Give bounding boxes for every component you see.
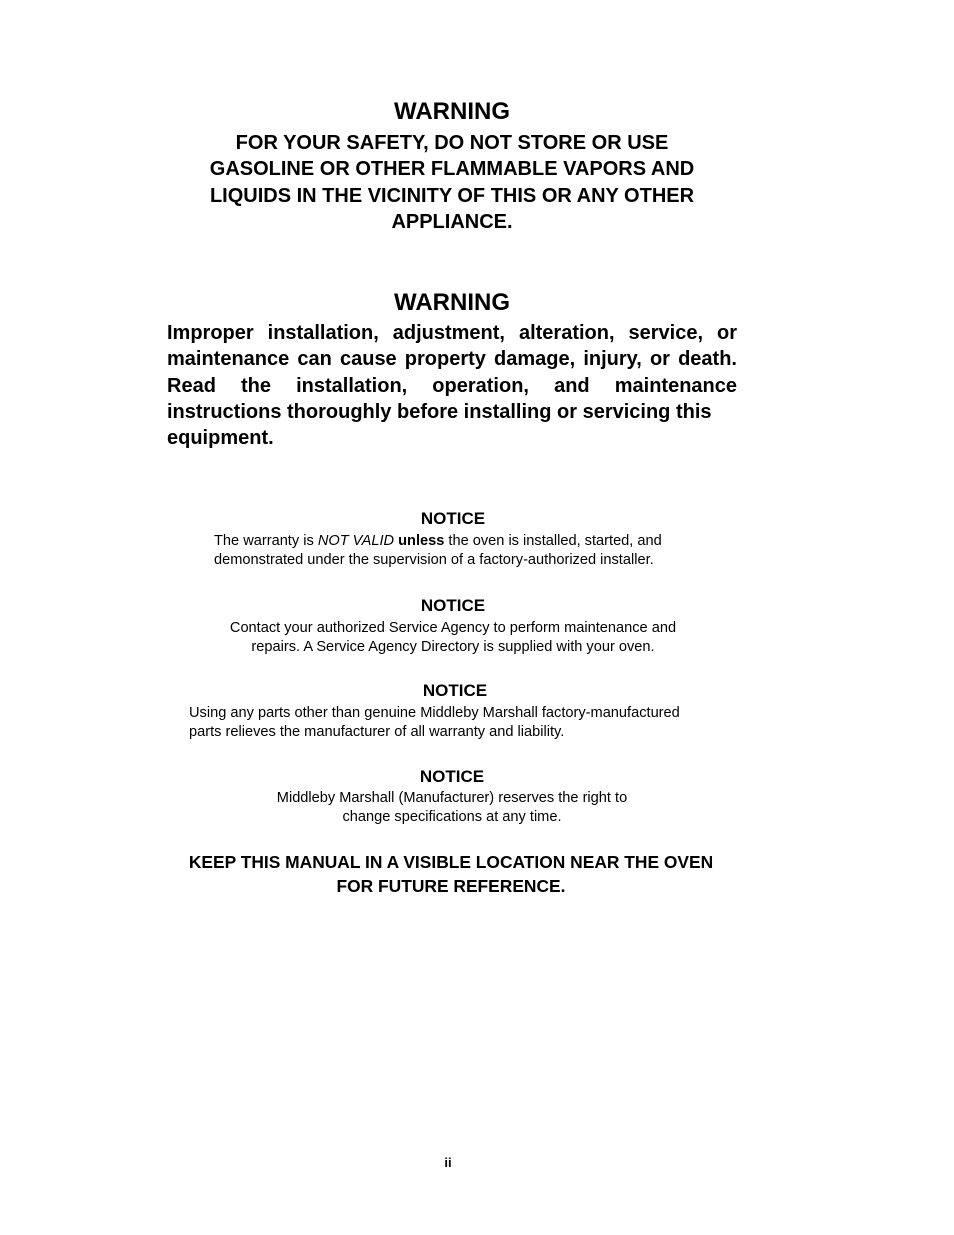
notice-line: change specifications at any time. xyxy=(342,809,562,825)
notice-line: Using any parts other than genuine Middleby Marshall factory-manufactured xyxy=(189,705,680,721)
notice-line: parts relieves the manufacturer of all warranty and liability. xyxy=(189,724,565,740)
warning-line: FOR YOUR SAFETY, DO NOT STORE OR USE xyxy=(235,132,669,154)
warning-line: LIQUIDS IN THE VICINITY OF THIS OR ANY OTHER xyxy=(209,184,695,207)
not-valid-emphasis: NOT VALID xyxy=(317,533,395,549)
warning-title-2: WARNING xyxy=(394,289,510,316)
notice-warranty-text xyxy=(214,532,734,570)
unless-emphasis: unless xyxy=(398,533,445,549)
notice-parts-text xyxy=(189,704,749,742)
notice-service-text xyxy=(182,619,724,657)
notice-line: repairs. A Service Agency Directory is supplied with your oven. xyxy=(251,639,655,655)
warning-line: GASOLINE OR OTHER FLAMMABLE VAPORS AND xyxy=(209,158,695,181)
keep-manual-line: KEEP THIS MANUAL IN A VISIBLE LOCATION NEAR THE OVEN xyxy=(188,852,714,872)
notice-line: Middleby Marshall (Manufacturer) reserves the right to xyxy=(276,790,628,806)
keep-manual-notice xyxy=(150,850,752,898)
installation-warning-last-line: equipment. xyxy=(167,427,274,450)
notice-title-service: NOTICE xyxy=(420,596,486,615)
notice-line: Contact your authorized Service Agency to perform maintenance and xyxy=(229,620,677,636)
notice-title-specifications: NOTICE xyxy=(419,767,485,786)
notice-title-warranty: NOTICE xyxy=(420,509,486,528)
notice-line: demonstrated under the supervision of a factory-authorized installer. xyxy=(214,552,654,568)
notice-text-segment: The warranty is xyxy=(214,533,318,549)
warning-line: APPLIANCE. xyxy=(391,210,513,233)
installation-warning-paragraph: Improper installation, adjustment, alteration, service, or maintenance can cause property damage, injury, or death. Read the installation, operation, and maintenance instructions thoroughly before installing or servicing this xyxy=(167,322,737,423)
page-number: ii xyxy=(444,1155,452,1170)
keep-manual-line: FOR FUTURE REFERENCE. xyxy=(336,876,566,896)
notice-line xyxy=(214,532,734,551)
installation-warning-text xyxy=(167,320,737,451)
flammable-warning-text xyxy=(180,130,724,235)
notice-text-segment: the oven is installed, started, and xyxy=(444,533,662,549)
notice-title-parts: NOTICE xyxy=(422,681,488,700)
notice-specifications-text xyxy=(200,789,704,827)
warning-title-1: WARNING xyxy=(394,98,510,125)
